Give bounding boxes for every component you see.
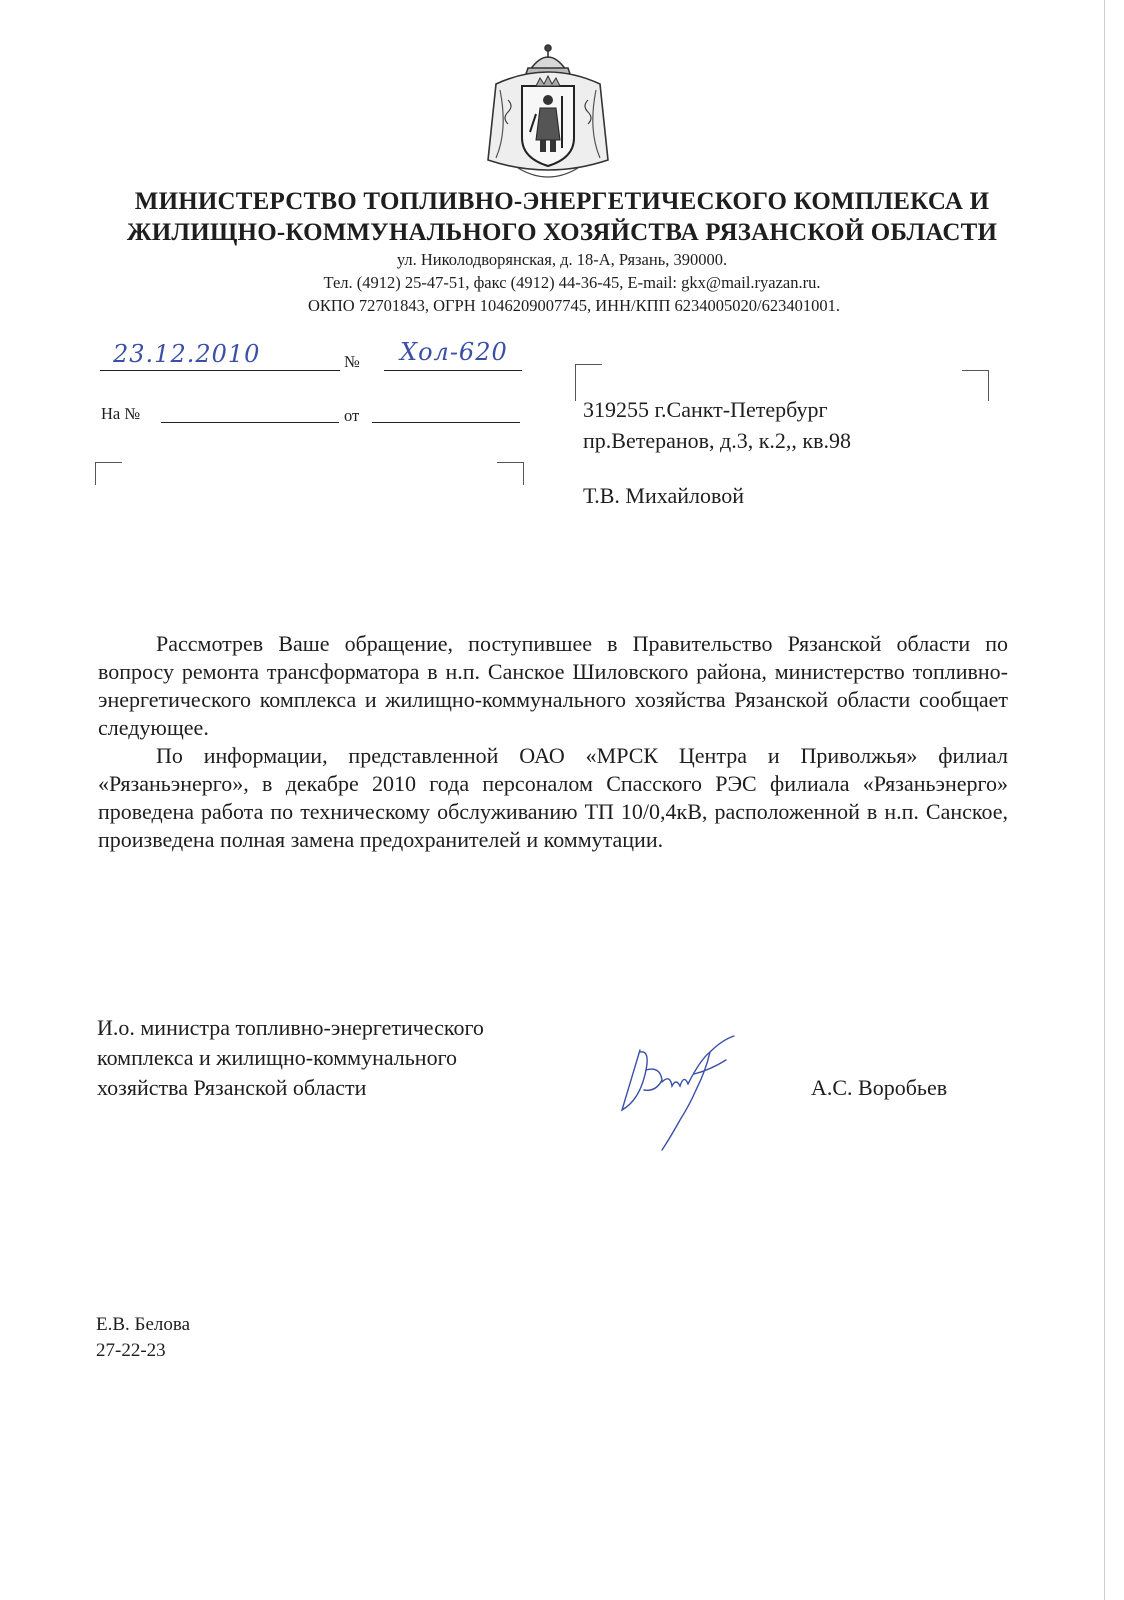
ministry-title <box>0 186 1124 248</box>
body-paragraph-2: По информации, представленной ОАО «МРСК Центра и Приволжья» филиал «Рязаньэнерго», в декабре 2010 года персоналом Спасского РЭС филиала «Рязаньэнерго» проведена работа по техническому обслуживанию ТП 10/0,4кВ, расположенной в н.п. Санское, произведена полная замена предохранителей и коммутации. <box>98 743 1008 852</box>
signatory-position <box>97 1013 484 1103</box>
reference-underline <box>161 422 339 423</box>
handwritten-number: Хол-620 <box>400 338 508 366</box>
handwritten-signature <box>610 1030 750 1155</box>
ministry-contacts: Тел. (4912) 25-47-51, факс (4912) 44-36-45, E-mail: gkx@mail.ryazan.ru. <box>323 273 821 292</box>
reference-label: На № <box>101 404 141 423</box>
executor-phone: 27-22-23 <box>96 1340 166 1361</box>
from-label: от <box>344 406 360 425</box>
ministry-title-line2: ЖИЛИЩНО-КОММУНАЛЬНОГО ХОЗЯЙСТВА РЯЗАНСКОЙ ОБЛАСТИ <box>126 219 998 246</box>
recipient-address-line2: пр.Ветеранов, д.3, к.2,, кв.98 <box>583 428 851 453</box>
corner-mark-top-left <box>95 462 122 485</box>
ministry-requisites <box>0 248 1124 317</box>
recipient-address <box>583 394 851 456</box>
recipient-name: Т.В. Михайловой <box>583 483 744 508</box>
signer-name: А.С. Воробьев <box>811 1075 948 1100</box>
letter-body <box>98 630 1008 854</box>
number-label: № <box>344 352 360 371</box>
recipient-address-line1: 319255 г.Санкт-Петербург <box>583 397 828 422</box>
executor-contact <box>96 1312 190 1364</box>
position-line-2: комплекса и жилищно-коммунального <box>97 1045 458 1070</box>
from-underline <box>372 422 520 423</box>
executor-name: Е.В. Белова <box>96 1314 191 1335</box>
address-corner-right <box>962 370 989 401</box>
handwritten-date: 23.12.2010 <box>113 340 261 368</box>
ministry-address: ул. Николодворянская, д. 18-А, Рязань, 390000. <box>396 250 728 269</box>
position-line-1: И.о. министра топливно-энергетического <box>97 1015 484 1040</box>
date-underline <box>100 370 340 371</box>
position-line-3: хозяйства Рязанской области <box>97 1075 367 1100</box>
body-paragraph-1: Рассмотрев Ваше обращение, поступившее в Правительство Рязанской области по вопросу ремонта трансформатора в н.п. Санское Шиловского района, министерство топливно-энергетического комплекса и жилищно-коммунального хозяйства Рязанской области сообщает следующее. <box>98 631 1008 740</box>
ministry-codes: ОКПО 72701843, ОГРН 1046209007745, ИНН/КПП 6234005020/623401001. <box>307 296 841 315</box>
ministry-title-line1: МИНИСТЕРСТВО ТОПЛИВНО-ЭНЕРГЕТИЧЕСКОГО КОМПЛЕКСА И <box>134 188 990 215</box>
coat-of-arms-emblem <box>478 40 618 188</box>
number-underline <box>384 370 522 371</box>
corner-mark-top-right <box>497 462 524 485</box>
